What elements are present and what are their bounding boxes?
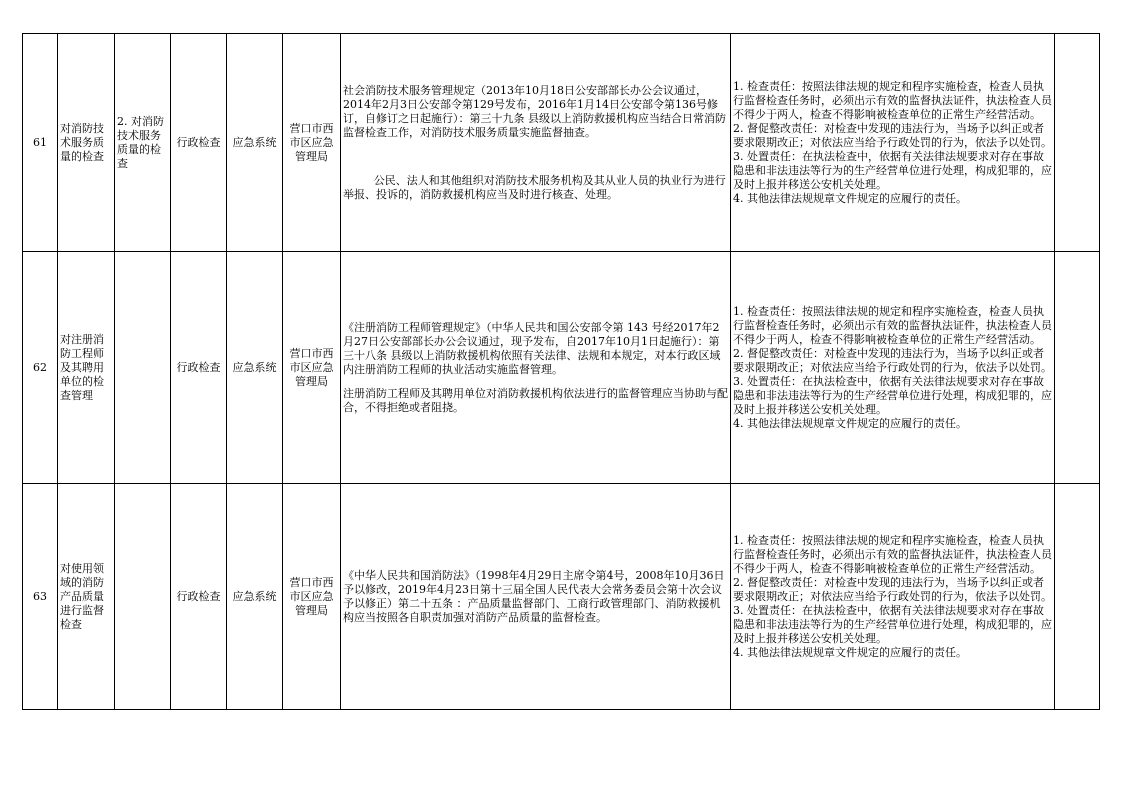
responsibility-item: 1. 检查责任：按照法律法规的规定和程序实施检查，检查人员执行监督检查任务时，必须出示有效的监督执法证件，执法检查人员不得少于两人，检查不得影响被检查单位的正常生产经营活动。 bbox=[733, 79, 1052, 121]
system-name: 应急系统 bbox=[227, 252, 283, 484]
power-list-table bbox=[22, 33, 1100, 710]
legal-basis-cell bbox=[341, 484, 731, 710]
responsibility-cell bbox=[731, 484, 1055, 710]
row-number: 62 bbox=[23, 252, 58, 484]
remark-cell bbox=[1055, 484, 1100, 710]
table-row bbox=[23, 34, 1100, 252]
legal-basis-text: 注册消防工程师及其聘用单位对消防救援机构依法进行的监督管理应当协助与配合，不得拒绝或者阻挠。 bbox=[343, 386, 728, 414]
responsibility-cell bbox=[731, 34, 1055, 252]
department-name: 营口市西市区应急管理局 bbox=[283, 34, 341, 252]
responsibility-cell bbox=[731, 252, 1055, 484]
legal-basis-cell bbox=[341, 34, 731, 252]
system-name: 应急系统 bbox=[227, 34, 283, 252]
legal-basis-text: 社会消防技术服务管理规定（2013年10月18日公安部部长办公会议通过，2014年2月3日公安部令第129号发布，2016年1月14日公安部令第136号修订，自修订之日起施行）：第三十九条 县级以上消防救援机构应当结合日常消防监督检查工作，对消防技术服务质量实施监督抽查。 bbox=[343, 83, 726, 139]
item-name: 对注册消防工程师及其聘用单位的检查管理 bbox=[58, 252, 115, 484]
responsibility-item: 4. 其他法律法规规章文件规定的应履行的责任。 bbox=[733, 416, 967, 430]
table-row bbox=[23, 484, 1100, 710]
remark-cell bbox=[1055, 34, 1100, 252]
system-name: 应急系统 bbox=[227, 484, 283, 710]
legal-basis-cell bbox=[341, 252, 731, 484]
power-type: 行政检查 bbox=[171, 252, 227, 484]
sub-item-name: 2. 对消防技术服务质量的检查 bbox=[115, 34, 171, 252]
power-type: 行政检查 bbox=[171, 34, 227, 252]
department-name: 营口市西市区应急管理局 bbox=[283, 252, 341, 484]
power-type: 行政检查 bbox=[171, 484, 227, 710]
item-name: 对消防技术服务质量的检查 bbox=[58, 34, 115, 252]
responsibility-item: 1. 检查责任：按照法律法规的规定和程序实施检查，检查人员执行监督检查任务时，必须出示有效的监督执法证件，执法检查人员不得少于两人，检查不得影响被检查单位的正常生产经营活动。 bbox=[733, 533, 1052, 575]
responsibility-item: 1. 检查责任：按照法律法规的规定和程序实施检查，检查人员执行监督检查任务时，必须出示有效的监督执法证件，执法检查人员不得少于两人，检查不得影响被检查单位的正常生产经营活动。 bbox=[733, 304, 1052, 346]
responsibility-item: 2. 督促整改责任：对检查中发现的违法行为，当场予以纠正或者要求限期改正；对依法应当给予行政处罚的行为，依法予以处罚。 bbox=[733, 346, 1052, 374]
legal-basis-text: 《中华人民共和国消防法》（1998年4月29日主席令第4号，2008年10月36日予以修改，2019年4月23日第十三届全国人民代表大会常务委员会第十次会议予以修正）第二十五条 ：产品质量监督部门、工商行政管理部门、消防救援机构应当按照各自职责加强对消防产品质量的监督检查。 bbox=[343, 568, 725, 624]
responsibility-item: 2. 督促整改责任：对检查中发现的违法行为，当场予以纠正或者要求限期改正；对依法应当给予行政处罚的行为，依法予以处罚。 bbox=[733, 121, 1052, 149]
row-number: 63 bbox=[23, 484, 58, 710]
legal-basis-text: 《注册消防工程师管理规定》（中华人民共和国公安部令第 143 号经2017年2月27日公安部部长办公会议通过，现予发布，自2017年10月1日起施行）：第三十八条 县级以上消防救援机构依照有关法律、法规和本规定，对本行政区域内注册消防工程师的执业活动实施监督管理。 bbox=[343, 320, 721, 376]
responsibility-item: 4. 其他法律法规规章文件规定的应履行的责任。 bbox=[733, 191, 967, 205]
sub-item-name bbox=[115, 252, 171, 484]
responsibility-item: 3. 处置责任：在执法检查中，依据有关法律法规要求对存在事故隐患和非法违法等行为的生产经营单位进行处理，构成犯罪的，应及时上报并移送公安机关处理。 bbox=[733, 603, 1052, 645]
row-number: 61 bbox=[23, 34, 58, 252]
responsibility-item: 4. 其他法律法规规章文件规定的应履行的责任。 bbox=[733, 645, 967, 659]
table-row bbox=[23, 252, 1100, 484]
sub-item-name bbox=[115, 484, 171, 710]
department-name: 营口市西市区应急管理局 bbox=[283, 484, 341, 710]
remark-cell bbox=[1055, 252, 1100, 484]
legal-basis-text: 公民、法人和其他组织对消防技术服务机构及其从业人员的执业行为进行举报、投诉的，消防救援机构应当及时进行核查、处理。 bbox=[343, 173, 726, 201]
responsibility-item: 2. 督促整改责任：对检查中发现的违法行为，当场予以纠正或者要求限期改正；对依法应当给予行政处罚的行为，依法予以处罚。 bbox=[733, 575, 1052, 603]
responsibility-item: 3. 处置责任：在执法检查中，依据有关法律法规要求对存在事故隐患和非法违法等行为的生产经营单位进行处理，构成犯罪的，应及时上报并移送公安机关处理。 bbox=[733, 149, 1052, 191]
item-name: 对使用领域的消防产品质量进行监督检查 bbox=[58, 484, 115, 710]
responsibility-item: 3. 处置责任：在执法检查中，依据有关法律法规要求对存在事故隐患和非法违法等行为的生产经营单位进行处理，构成犯罪的，应及时上报并移送公安机关处理。 bbox=[733, 374, 1052, 416]
